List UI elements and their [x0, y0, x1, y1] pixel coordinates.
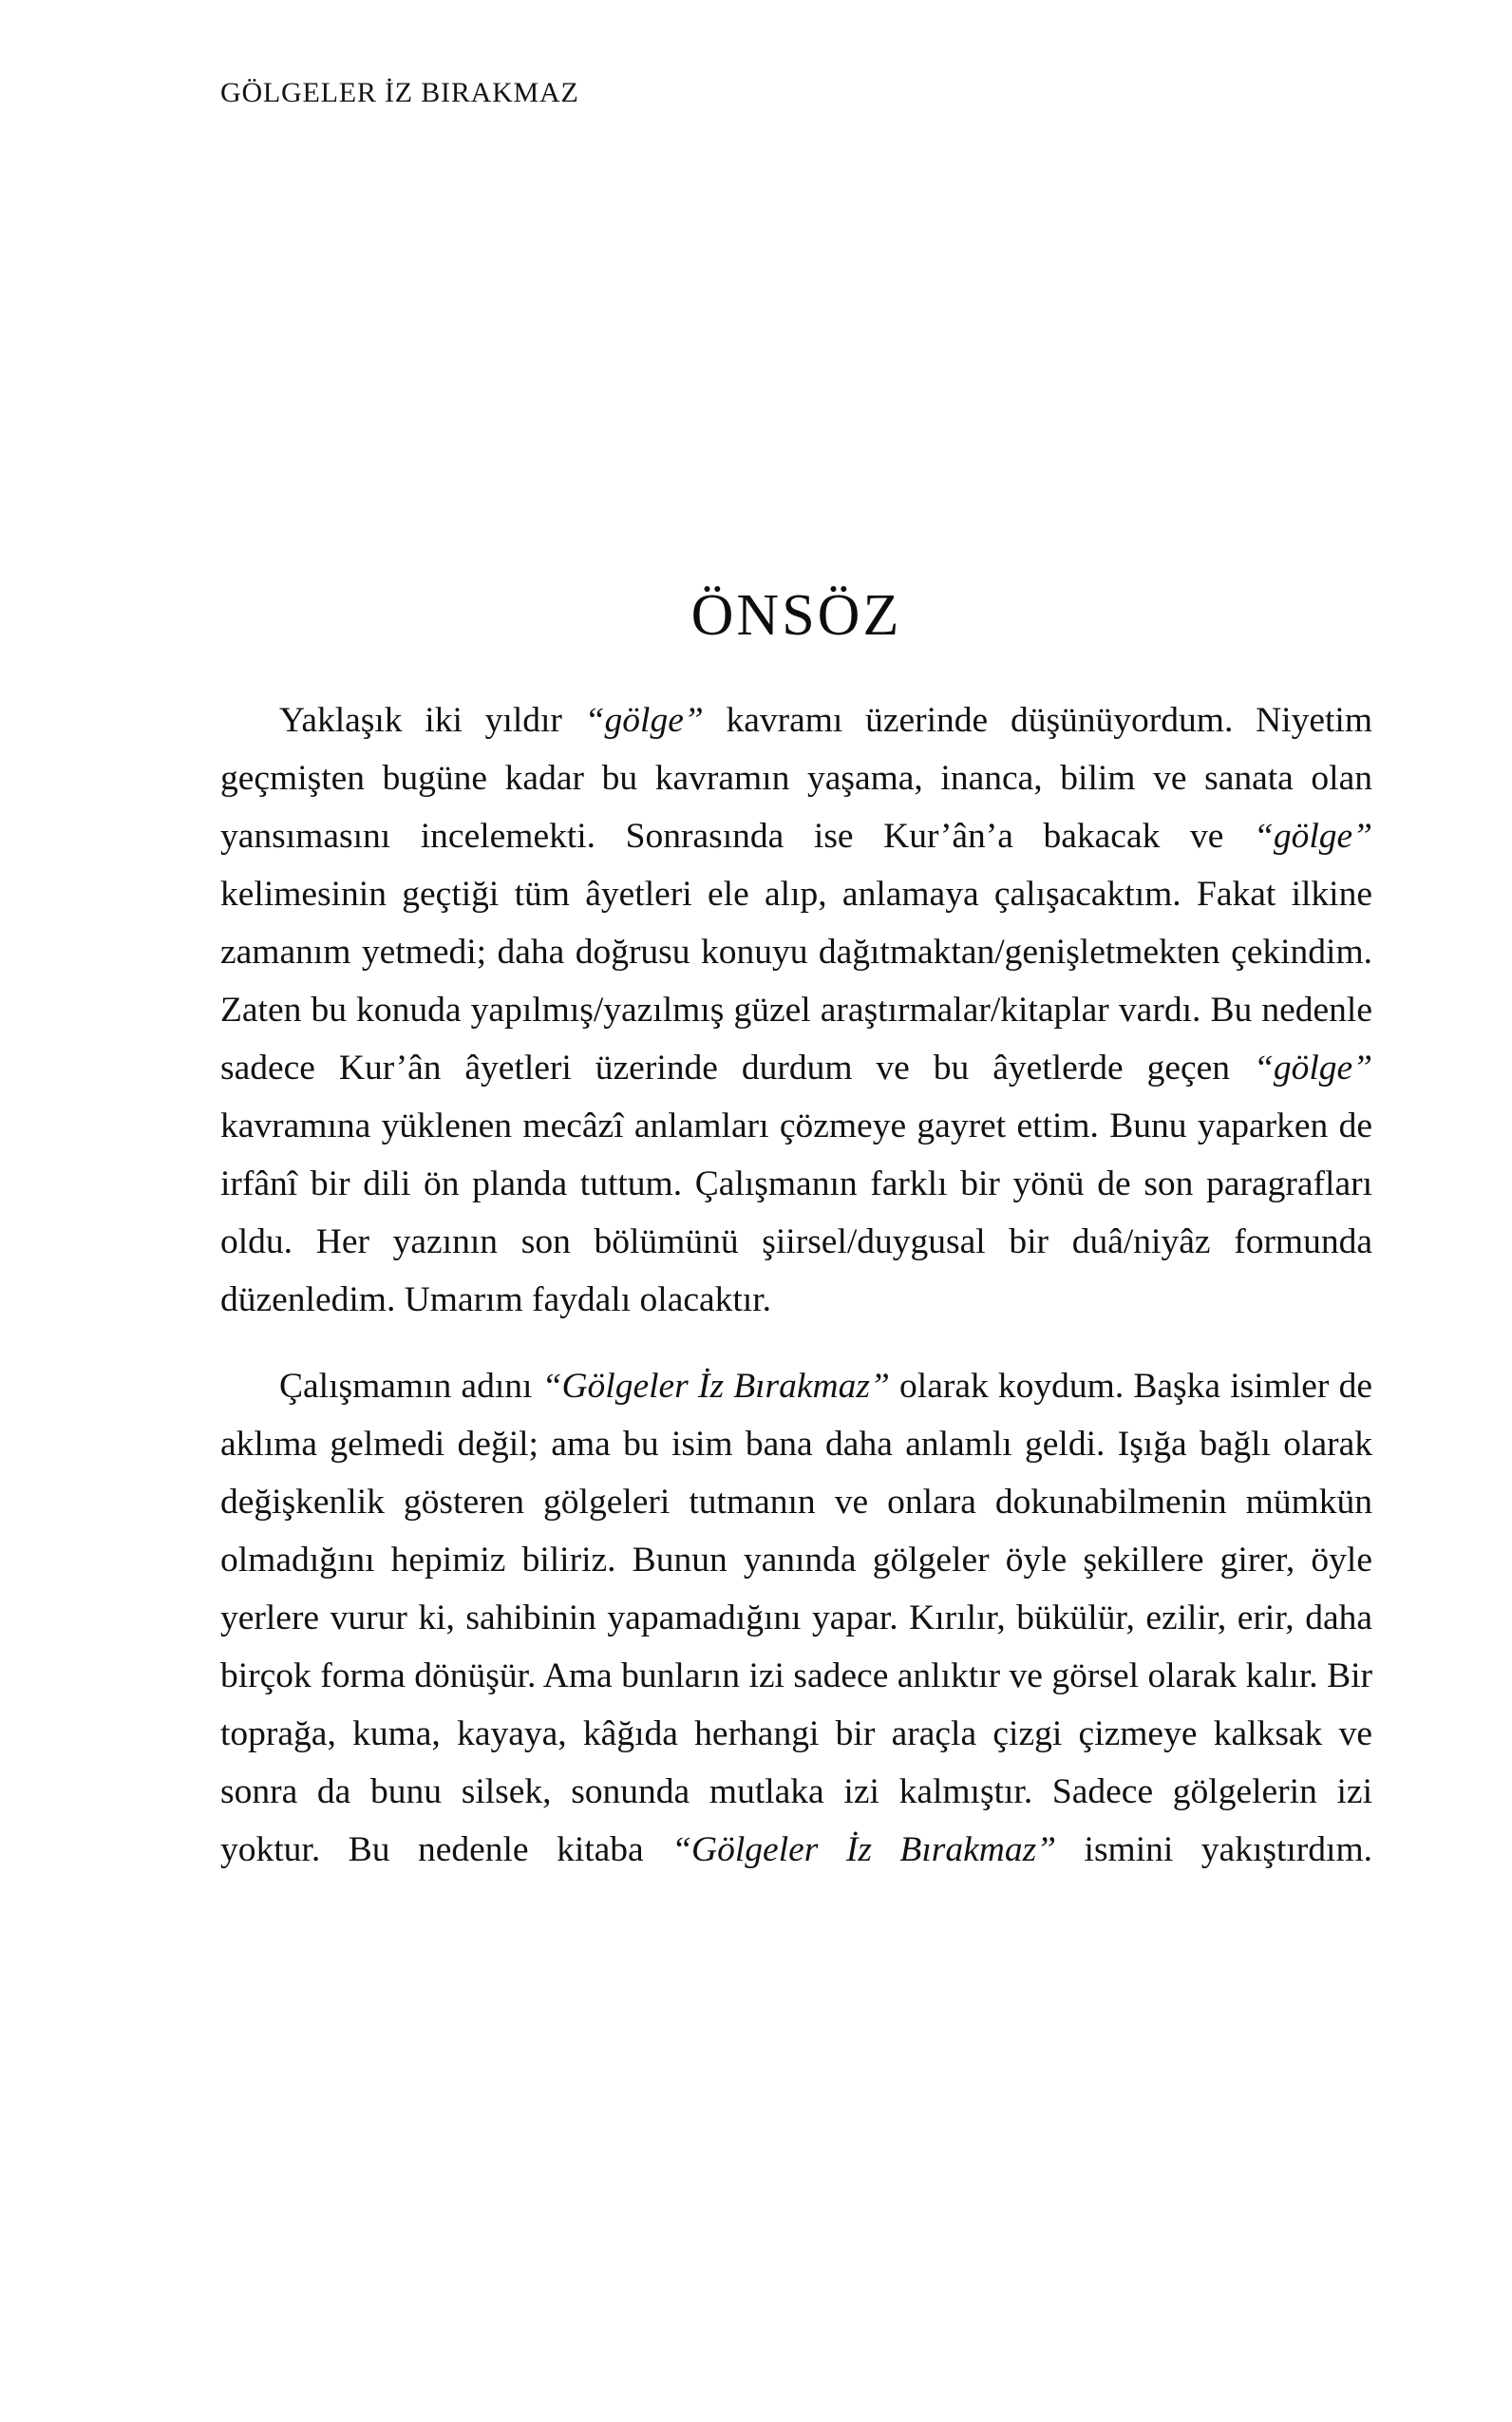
text-run: Çalışmamın adını — [279, 1367, 542, 1406]
text-run: kavramı üzerinde düşünüyordum. Niyetim geçmişten bugüne kadar bu kavramın yaşama, inanca, bilim ve sanata olan yansımasını incelemekti. Sonrasında ise Kur’ân’a bakacak ve — [220, 701, 1372, 856]
body-paragraph-1 — [220, 691, 1372, 1329]
body-paragraph-2 — [220, 1357, 1372, 1937]
italic-phrase: “Gölgeler İz Bırakmaz” — [541, 1367, 890, 1406]
text-run: ismini yakıştırdım. — [1056, 1830, 1372, 1869]
italic-phrase: “Gölgeler İz Bırakmaz” — [671, 1830, 1057, 1869]
text-run: kelimesinin geçtiği tüm âyetleri ele alıp, anlamaya çalışacaktım. Fakat ilkine zamanım yetmedi; daha doğrusu konuyu dağıtmaktan/genişletmekten çekindim. Zaten bu konuda yapılmış/yazılmış güzel araştırmalar/kitaplar vardı. Bu nedenle sadece Kur’ân âyetleri üzerinde durdum ve bu âyetlerde geçen — [220, 875, 1372, 1088]
italic-phrase: “gölge” — [1253, 817, 1372, 856]
running-header: GÖLGELER İZ BIRAKMAZ — [220, 77, 579, 108]
italic-phrase: “gölge” — [584, 701, 704, 740]
italic-phrase: “gölge” — [1253, 1049, 1372, 1088]
page-title: ÖNSÖZ — [690, 582, 902, 648]
text-run: Yaklaşık iki yıldır — [279, 701, 585, 740]
text-run: kavramına yüklenen mecâzî anlamları çözmeye gayret ettim. Bunu yaparken de irfânî bir dili ön planda tuttum. Çalışmanın farklı bir yönü de son paragrafları oldu. Her yazının son bölümünü şiirsel/duygusal bir duâ/niyâz formunda düzenledim. Umarım faydalı olacaktır. — [220, 1107, 1372, 1319]
text-run: olarak koydum. Başka isimler de aklıma gelmedi değil; ama bu isim bana daha anlamlı geldi. Işığa bağlı olarak değişkenlik gösteren gölgeleri tutmanın ve onlara dokunabilmenin mümkün olmadığını hepimiz biliriz. Bunun yanında gölgeler öyle şekillere girer, öyle yerlere vurur ki, sahibinin yapamadığını yapar. Kırılır, bükülür, ezilir, erir, daha birçok forma dönüşür. Ama bunların izi sadece anlıktır ve görsel olarak kalır. Bir toprağa, kuma, kayaya, kâğıda herhangi bir araçla çizgi çizmeye kalksak ve sonra da bunu silsek, sonunda mutlaka izi kalmıştır. Sadece gölgelerin izi yoktur. Bu nedenle kitaba — [220, 1367, 1372, 1869]
body-text-block — [220, 691, 1372, 1937]
